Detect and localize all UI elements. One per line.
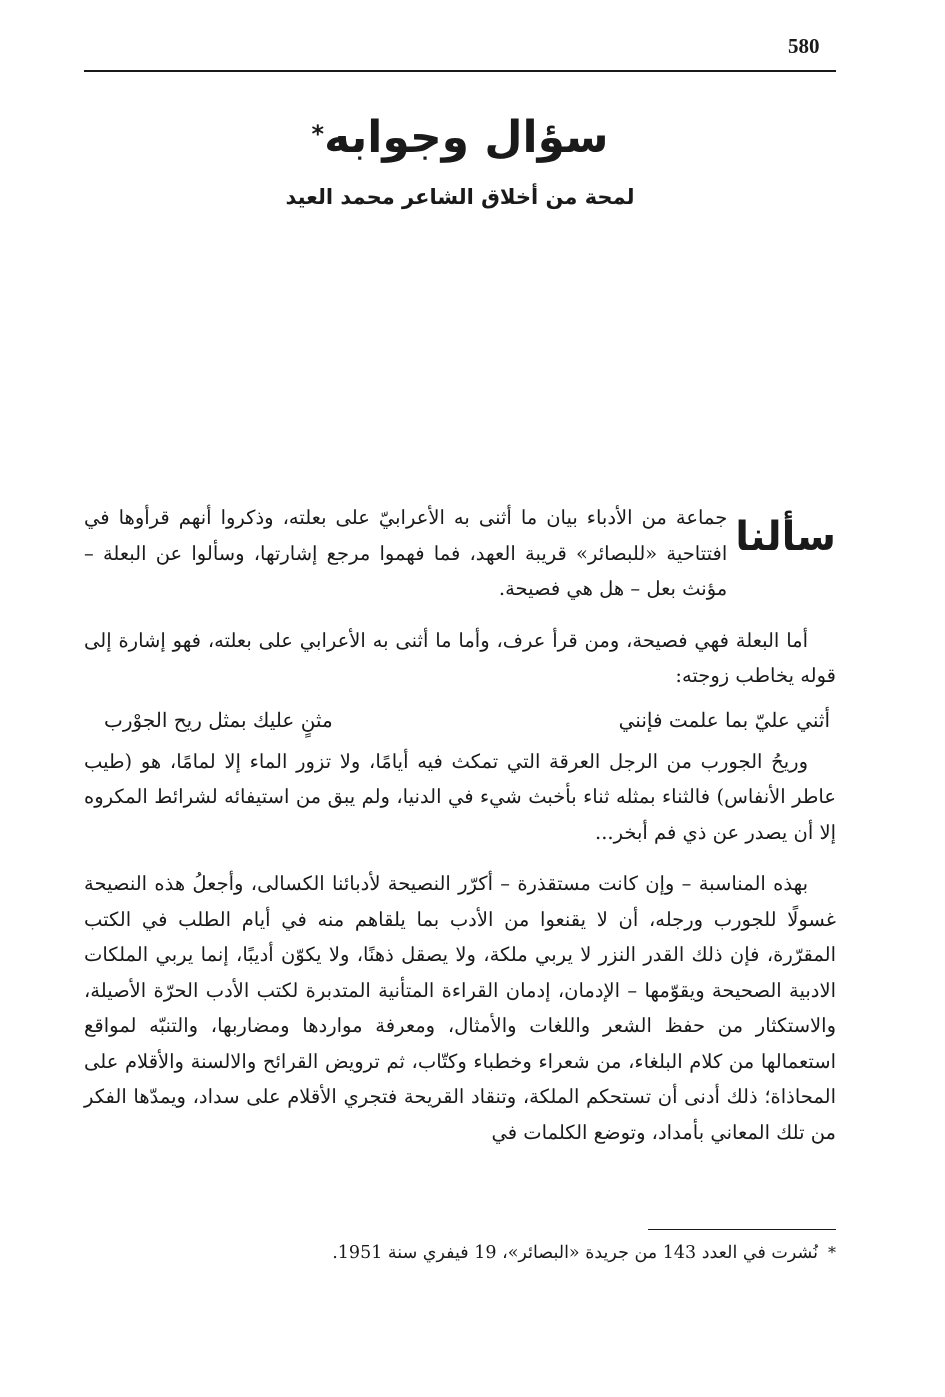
footnote-rule <box>648 1229 836 1230</box>
page-number: 580 <box>788 34 820 58</box>
footnote-text: نُشرت في العدد 143 من جريدة «البصائر»، 19 فيفري سنة 1951. <box>332 1243 818 1263</box>
paragraph-3: وريحُ الجورب من الرجل العرقة التي تمكث فيه أيامًا، ولا تزور الماء إلا لمامًا، هو (طيب عاطر الأنفاس) فالثناء بمثله ثناء بأخبث شيء في الدنيا، ولم يبق من استيفائه لشرائط المكروه إلا أن يصدر عن ذي فم أبخر... <box>84 749 836 844</box>
paragraph-1-text: جماعة من الأدباء بيان ما أثنى به الأعرابيّ على بعلته، وذكروا أنهم قرأوها في افتتاحية «للبصائر» قريبة العهد، فما فهموا مرجع إشارتها، وسألوا عن البعلة – مؤنث بعل – هل هي فصيحة. <box>84 506 728 600</box>
footnote <box>84 1238 836 1268</box>
paragraph-1 <box>84 500 836 607</box>
footnote-mark: * <box>828 1243 836 1262</box>
verse-second-hemistich: مثنٍ عليك بمثل ريح الجوْرب <box>104 707 333 732</box>
title-footnote-mark: * <box>311 120 325 148</box>
article-title <box>84 108 836 168</box>
paragraph-4: بهذه المناسبة – وإن كانت مستقذرة – أكرّر النصيحة لأدبائنا الكسالى، وأجعلُ هذه النصيحة غسولًا للجورب ورجله، أن لا يقنعوا من الأدب بما يلقاهم منه في أيام الطلب في الكتب المقرّرة، فإن ذلك القدر النزر لا يربي ملكة، ولا يصقل ذهنًا، ولا يكوّن أديبًا، إنما يربي الملكات الادبية الصحيحة ويقوّمها – الإدمان، إدمان القراءة المتأنية المتدبرة لكتب الأدب الحرّة الأصيلة، والاستكثار من حفظ الشعر واللغات والأمثال، ومعرفة مواردها ومضاربها، والتنبّه لمواقع استعمالها من كلام البلغاء، من شعراء وخطباء وكتّاب، ثم ترويض القرائح والالسنة والأقلام على المحاذاة؛ ذلك أدنى أن تستحكم الملكة، وتنقاد القريحة فتجري الأقلام على سداد، ويمدّها الفكر من تلك المعاني بأمداد، وتوضع الكلمات في <box>84 872 836 1144</box>
title-text: سؤال وجوابه <box>324 112 609 163</box>
header-rule <box>84 70 836 72</box>
article-body <box>84 500 836 1150</box>
verse-first-hemistich: أثني عليّ بما علمت فإنني <box>618 707 830 732</box>
poetry-verse <box>84 694 836 744</box>
paragraph-2: أما البعلة فهي فصيحة، ومن قرأ عرف، وأما ما أثنى به الأعرابي على بعلته، فهو إشارة إلى قوله يخاطب زوجته: <box>84 628 836 687</box>
article-subtitle: لمحة من أخلاق الشاعر محمد العيد <box>285 185 635 209</box>
drop-cap-word: سألنا <box>735 514 836 560</box>
